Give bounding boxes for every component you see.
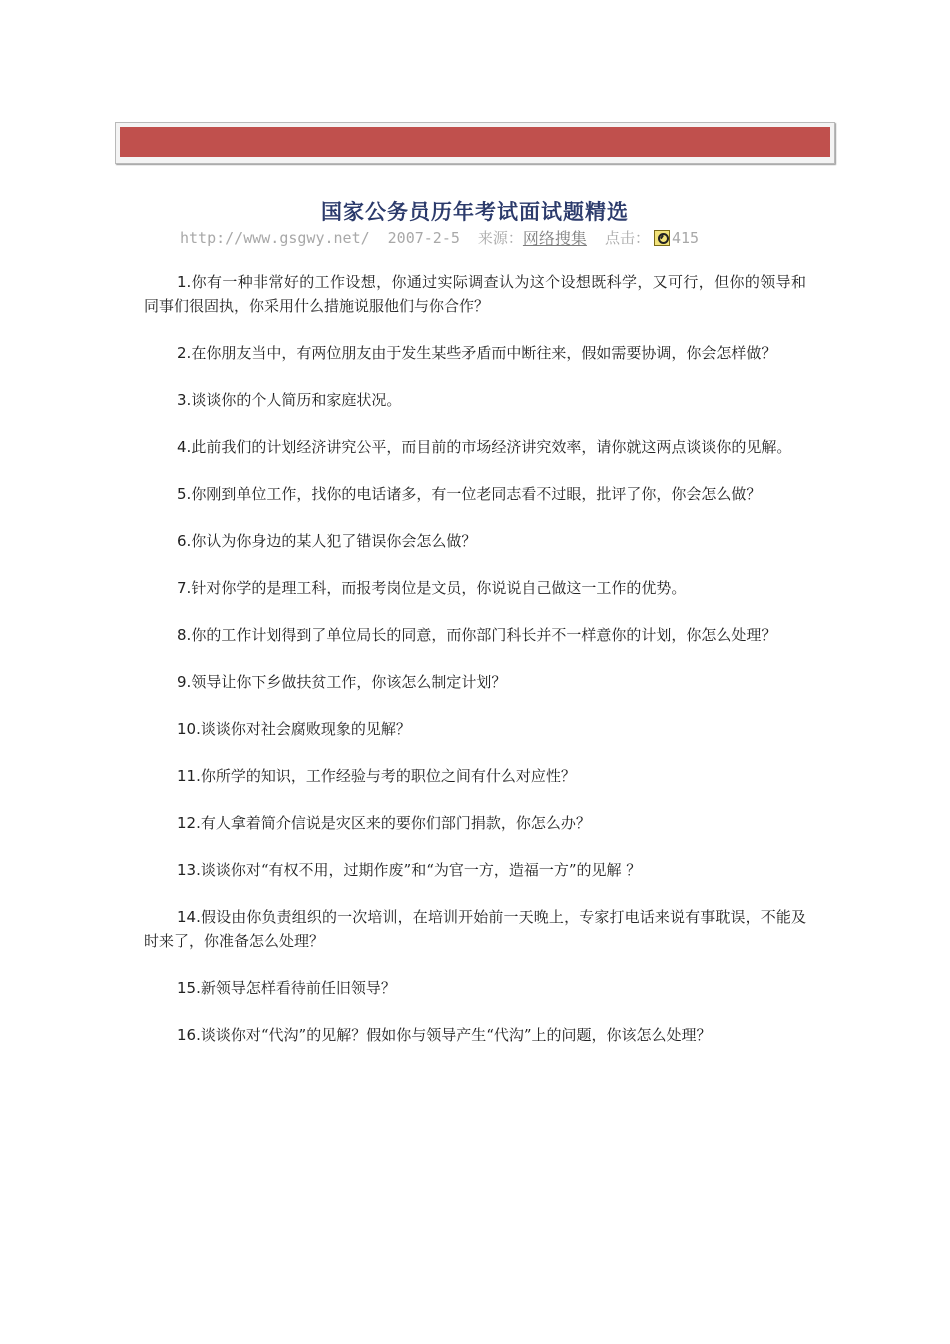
question-item: [144, 764, 806, 788]
question-item: [144, 529, 806, 553]
question-number: 10.: [177, 720, 201, 738]
question-text: 谈谈你对“代沟”的见解？假如你与领导产生“代沟”上的问题，你该怎么处理？: [200, 1026, 712, 1044]
question-number: 7.: [177, 579, 192, 597]
question-number: 3.: [177, 391, 192, 409]
question-item: [144, 717, 806, 741]
question-item: [144, 341, 806, 365]
question-item: [144, 1023, 806, 1047]
question-item: [144, 388, 806, 412]
question-number: 16.: [177, 1026, 201, 1044]
question-text: 你刚到单位工作，找你的电话诸多，有一位老同志看不过眼，批评了你，你会怎么做？: [191, 485, 762, 503]
article-meta: [180, 226, 820, 249]
question-number: 8.: [177, 626, 192, 644]
question-item: [144, 270, 806, 318]
question-text: 你的工作计划得到了单位局长的同意，而你部门科长并不一样意你的计划，你怎么处理？: [191, 626, 777, 644]
hit-counter-icon: [654, 230, 670, 246]
article-title: 国家公务员历年考试面试题精选: [321, 200, 629, 224]
question-text: 在你朋友当中，有两位朋友由于发生某些矛盾而中断往来，假如需要协调，你会怎样做？: [191, 344, 777, 362]
question-number: 9.: [177, 673, 192, 691]
question-number: 2.: [177, 344, 192, 362]
question-text: 谈谈你对社会腐败现象的见解？: [200, 720, 411, 738]
meta-hits-label: 点击：: [604, 229, 650, 247]
question-number: 5.: [177, 485, 192, 503]
question-item: [144, 905, 806, 953]
question-number: 15.: [177, 979, 201, 997]
meta-source-label: 来源：: [477, 229, 523, 247]
question-number: 1.: [177, 273, 192, 291]
question-item: [144, 435, 806, 459]
question-item: [144, 858, 806, 882]
question-item: [144, 976, 806, 1000]
question-text: 新领导怎样看待前任旧领导？: [200, 979, 396, 997]
question-item: [144, 482, 806, 506]
question-number: 6.: [177, 532, 192, 550]
question-text: 领导让你下乡做扶贫工作，你该怎么制定计划？: [191, 673, 507, 691]
question-text: 你有一种非常好的工作设想，你通过实际调查认为这个设想既科学，又可行，但你的领导和同事们很固执，你采用什么措施说服他们与你合作？: [144, 273, 806, 315]
question-text: 谈谈你对“有权不用，过期作废”和“为官一方，造福一方”的见解 ？: [200, 861, 642, 879]
question-number: 12.: [177, 814, 201, 832]
source-link[interactable]: 网络搜集: [522, 229, 587, 248]
question-item: [144, 576, 806, 600]
question-text: 此前我们的计划经济讲究公平，而目前的市场经济讲究效率，请你就这两点谈谈你的见解。: [191, 438, 792, 456]
question-text: 假设由你负责组织的一次培训，在培训开始前一天晚上，专家打电话来说有事耽误，不能及时来了，你准备怎么处理？: [144, 908, 806, 950]
meta-date: 2007-2-5: [387, 228, 460, 247]
question-item: [144, 623, 806, 647]
header-banner-bar: [120, 127, 830, 157]
question-text: 针对你学的是理工科，而报考岗位是文员，你说说自己做这一工作的优势。: [191, 579, 687, 597]
header-banner: [115, 122, 835, 164]
question-number: 11.: [177, 767, 201, 785]
question-text: 你所学的知识，工作经验与考的职位之间有什么对应性？: [200, 767, 576, 785]
question-number: 4.: [177, 438, 192, 456]
question-number: 13.: [177, 861, 201, 879]
question-text: 你认为你身边的某人犯了错误你会怎么做？: [191, 532, 477, 550]
question-item: [144, 811, 806, 835]
question-number: 14.: [177, 908, 201, 926]
question-list: [144, 270, 806, 1070]
meta-hits-count: 415: [671, 228, 700, 247]
question-text: 有人拿着简介信说是灾区来的要你们部门捐款，你怎么办？: [200, 814, 591, 832]
meta-url: http://www.gsgwy.net/: [180, 228, 370, 247]
question-item: [144, 670, 806, 694]
question-text: 谈谈你的个人简历和家庭状况。: [191, 391, 402, 409]
